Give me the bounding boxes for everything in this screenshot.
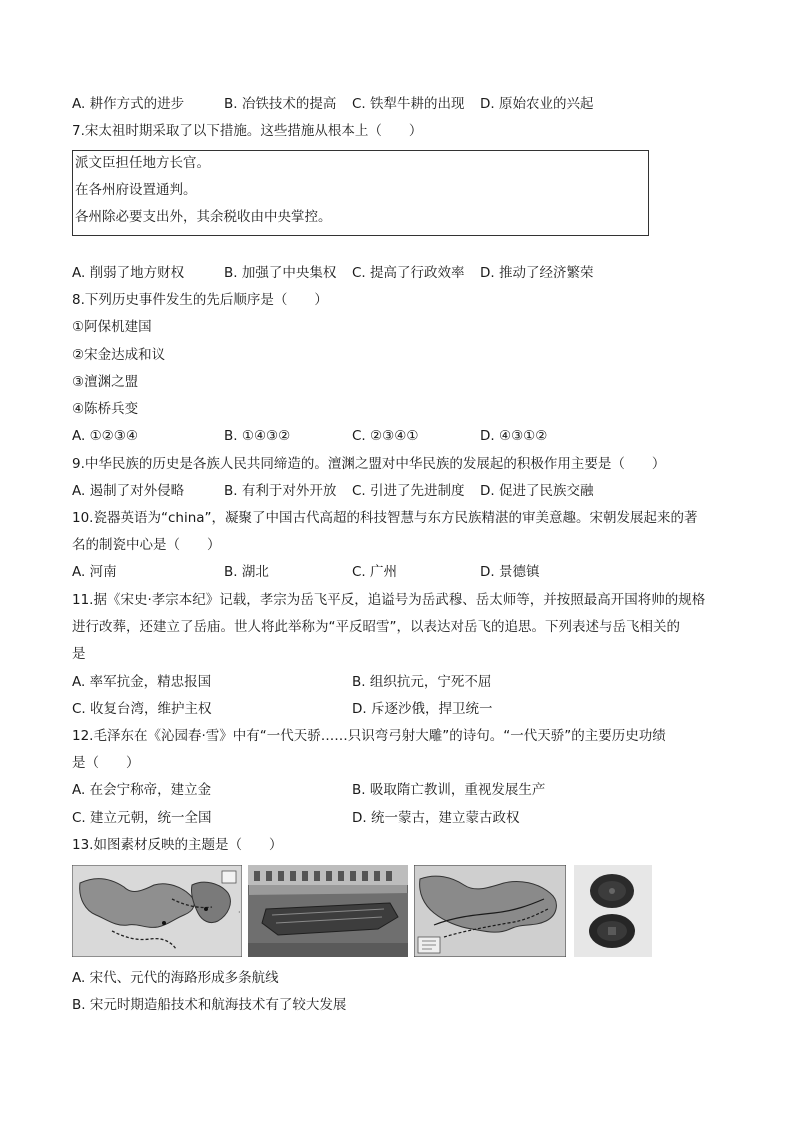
- q9-option-c[interactable]: C. 引进了先进制度: [352, 483, 465, 499]
- q8-item: ③澶渊之盟: [72, 374, 139, 390]
- q8-item: ④陈桥兵变: [72, 401, 139, 417]
- q13-option-a[interactable]: A. 宋代、元代的海路形成多条航线: [72, 970, 279, 986]
- compass-coins-image: [574, 865, 652, 957]
- q9-option-b[interactable]: B. 有利于对外开放: [224, 483, 337, 499]
- q11-option-c[interactable]: C. 收复台湾，维护主权: [72, 701, 212, 717]
- q8-option-a[interactable]: A. ①②③④: [72, 428, 138, 444]
- q7-option-c[interactable]: C. 提高了行政效率: [352, 265, 465, 281]
- q6-option-d[interactable]: D. 原始农业的兴起: [480, 96, 594, 112]
- q7-stem: 7.宋太祖时期采取了以下措施。这些措施从根本上（ ）: [72, 123, 423, 139]
- route-map-image: [414, 865, 566, 957]
- q6-option-a[interactable]: A. 耕作方式的进步: [72, 96, 185, 112]
- q11-stem: 是: [72, 646, 86, 662]
- q8-option-d[interactable]: D. ④③①②: [480, 428, 548, 444]
- q7-option-d[interactable]: D. 推动了经济繁荣: [480, 265, 594, 281]
- q12-option-b[interactable]: B. 吸取隋亡教训，重视发展生产: [352, 782, 546, 798]
- q12-option-c[interactable]: C. 建立元朝，统一全国: [72, 810, 212, 826]
- q11-stem: 进行改葬，还建立了岳庙。世人将此举称为“平反昭雪”，以表达对岳飞的追思。下列表述与岳飞相关的: [72, 619, 680, 635]
- q12-option-d[interactable]: D. 统一蒙古，建立蒙古政权: [352, 810, 520, 826]
- q10-option-d[interactable]: D. 景德镇: [480, 564, 540, 580]
- map-image: [72, 865, 242, 957]
- q11-stem: 11.据《宋史·孝宗本纪》记载，孝宗为岳飞平反，追谥号为岳武穆、岳太师等，并按照最高开国将帅的规格: [72, 592, 706, 608]
- q10-option-b[interactable]: B. 湖北: [224, 564, 269, 580]
- q7-material-line: 派文臣担任地方长官。: [75, 155, 210, 171]
- q12-option-a[interactable]: A. 在会宁称帝，建立金: [72, 782, 212, 798]
- q11-option-b[interactable]: B. 组织抗元，宁死不屈: [352, 674, 492, 690]
- q11-option-a[interactable]: A. 率军抗金，精忠报国: [72, 674, 212, 690]
- q9-stem: 9.中华民族的历史是各族人民共同缔造的。澶渊之盟对中华民族的发展起的积极作用主要是（ ）: [72, 456, 666, 472]
- q11-option-d[interactable]: D. 斥逐沙俄，捍卫统一: [352, 701, 493, 717]
- q10-stem: 名的制瓷中心是（ ）: [72, 537, 221, 553]
- q7-material-line: 各州除必要支出外，其余税收由中央掌控。: [75, 209, 332, 225]
- q10-option-c[interactable]: C. 广州: [352, 564, 398, 580]
- q10-option-a[interactable]: A. 河南: [72, 564, 117, 580]
- svg-text:·: ·: [238, 908, 241, 917]
- q12-stem: 是（ ）: [72, 755, 140, 771]
- q12-stem: 12.毛泽东在《沁园春·雪》中有“一代天骄……只识弯弓射大雕”的诗句。“一代天骄”的主要历史功绩: [72, 728, 666, 744]
- q7-material-line: 在各州府设置通判。: [75, 182, 197, 198]
- shipyard-photo: [248, 865, 408, 957]
- q9-option-a[interactable]: A. 遏制了对外侵略: [72, 483, 185, 499]
- q8-item: ②宋金达成和议: [72, 347, 166, 363]
- q7-option-b[interactable]: B. 加强了中央集权: [224, 265, 337, 281]
- q13-option-b[interactable]: B. 宋元时期造船技术和航海技术有了较大发展: [72, 997, 347, 1013]
- q8-option-b[interactable]: B. ①④③②: [224, 428, 291, 444]
- q6-option-b[interactable]: B. 冶铁技术的提高: [224, 96, 337, 112]
- q13-stem: 13.如图素材反映的主题是（ ）: [72, 837, 283, 853]
- q10-stem: 10.瓷器英语为“china”，凝聚了中国古代高超的科技智慧与东方民族精湛的审美意趣。宋朝发展起来的著: [72, 510, 698, 526]
- q8-option-c[interactable]: C. ②③④①: [352, 428, 419, 444]
- q7-option-a[interactable]: A. 削弱了地方财权: [72, 265, 185, 281]
- q13-figure-strip: [72, 865, 652, 957]
- q8-item: ①阿保机建国: [72, 319, 152, 335]
- q7-material-box: [72, 150, 649, 236]
- q9-option-d[interactable]: D. 促进了民族交融: [480, 483, 594, 499]
- q6-option-c[interactable]: C. 铁犁牛耕的出现: [352, 96, 465, 112]
- q8-stem: 8.下列历史事件发生的先后顺序是（ ）: [72, 292, 328, 308]
